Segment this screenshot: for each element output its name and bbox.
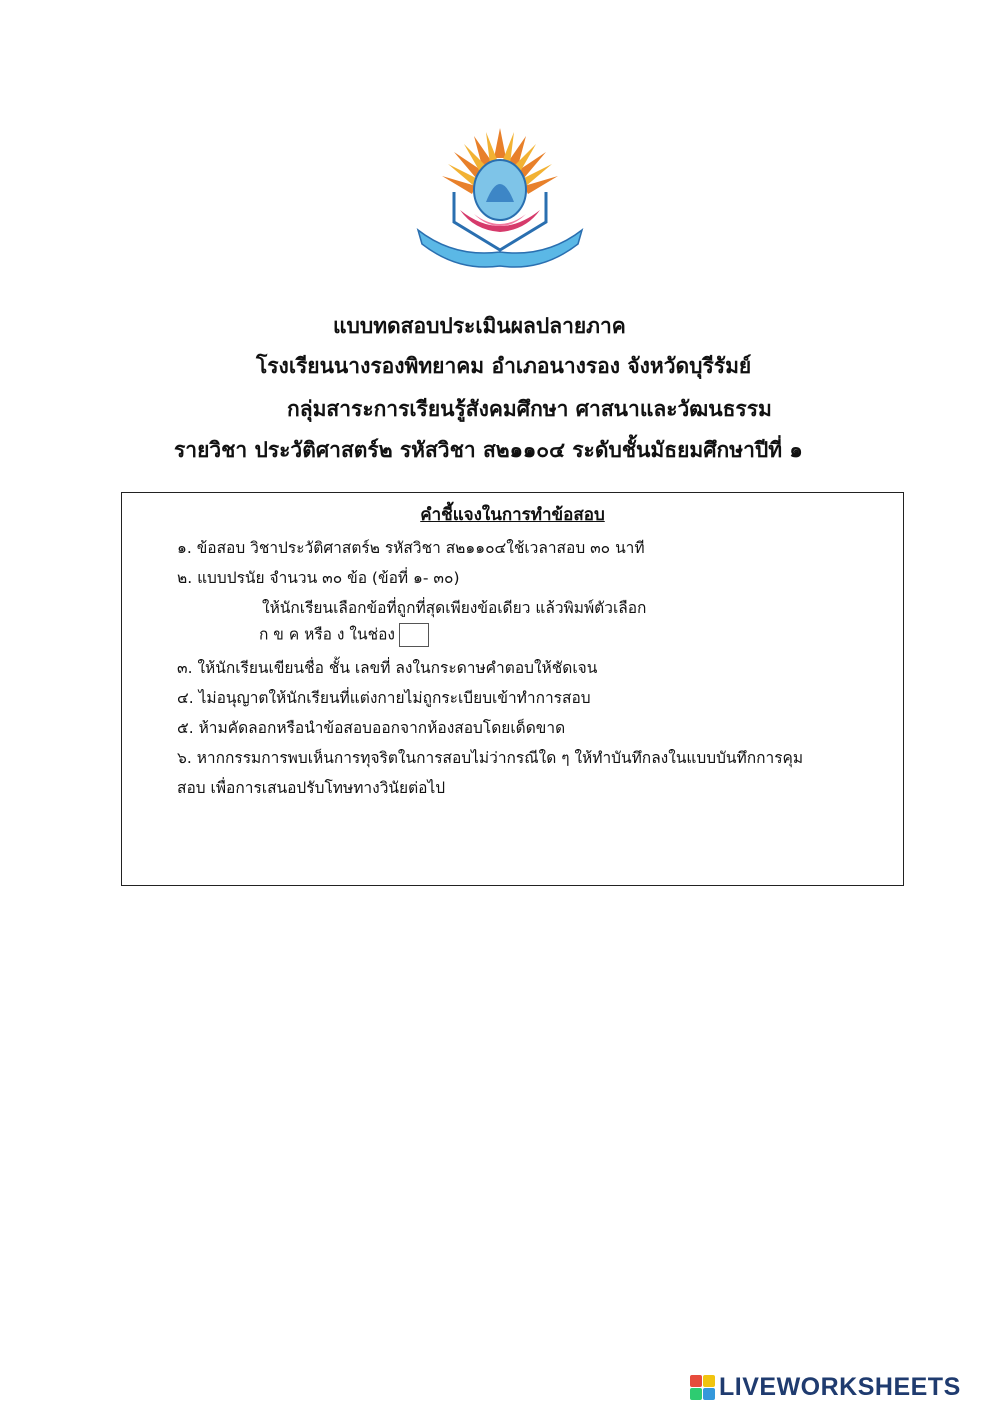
- exam-title: แบบทดสอบประเมินผลปลายภาค: [333, 314, 626, 338]
- instruction-item-4: ๔. ไม่อนุญาตให้นักเรียนที่แต่งกายไม่ถูกระเบียบเข้าทำการสอบ: [177, 689, 591, 707]
- instruction-item-5: ๕. ห้ามคัดลอกหรือนำข้อสอบออกจากห้องสอบโดยเด็ดขาด: [177, 719, 566, 737]
- instruction-item-3: ๓. ให้นักเรียนเขียนชื่อ ชั้น เลขที่ ลงในกระดาษคำตอบให้ชัดเจน: [177, 659, 598, 677]
- course-info: รายวิชา ประวัติศาสตร์๒ รหัสวิชา ส๒๑๑๐๔ ระดับชั้นมัธยมศึกษาปีที่ ๑: [174, 438, 803, 462]
- instruction-item-2-choices: [259, 623, 429, 647]
- instructions-box: [121, 492, 904, 886]
- instruction-item-2-detail: ให้นักเรียนเลือกข้อที่ถูกที่สุดเพียงข้อเดียว แล้วพิมพ์ตัวเลือก: [262, 599, 647, 617]
- school-emblem-icon: [414, 122, 586, 272]
- subject-group: กลุ่มสาระการเรียนรู้สังคมศึกษา ศาสนาและวัฒนธรรม: [287, 397, 772, 421]
- liveworksheets-logo: [690, 1372, 961, 1402]
- instruction-item-6: ๖. หากกรรมการพบเห็นการทุจริตในการสอบไม่ว่ากรณีใด ๆ ให้ทำบันทึกลงในแบบบันทึกการคุม: [177, 749, 804, 767]
- instruction-item-1: ๑. ข้อสอบ วิชาประวัติศาสตร์๒ รหัสวิชา ส๒๑๑๐๔ใช้เวลาสอบ ๓๐ นาที: [177, 539, 645, 557]
- instructions-title: คำชี้แจงในการทำข้อสอบ: [420, 505, 605, 525]
- instruction-item-6-cont: สอบ เพื่อการเสนอปรับโทษทางวินัยต่อไป: [177, 779, 446, 797]
- school-name: โรงเรียนนางรองพิทยาคม อำเภอนางรอง จังหวัดบุรีรัมย์: [256, 354, 752, 378]
- instruction-item-2: ๒. แบบปรนัย จำนวน ๓๐ ข้อ (ข้อที่ ๑- ๓๐): [177, 569, 460, 587]
- answer-box: [399, 623, 429, 647]
- choices-text: ก ข ค หรือ ง ในช่อง: [259, 625, 395, 644]
- brand-name: LIVEWORKSHEETS: [719, 1372, 961, 1401]
- liveworksheets-icon: [690, 1375, 715, 1400]
